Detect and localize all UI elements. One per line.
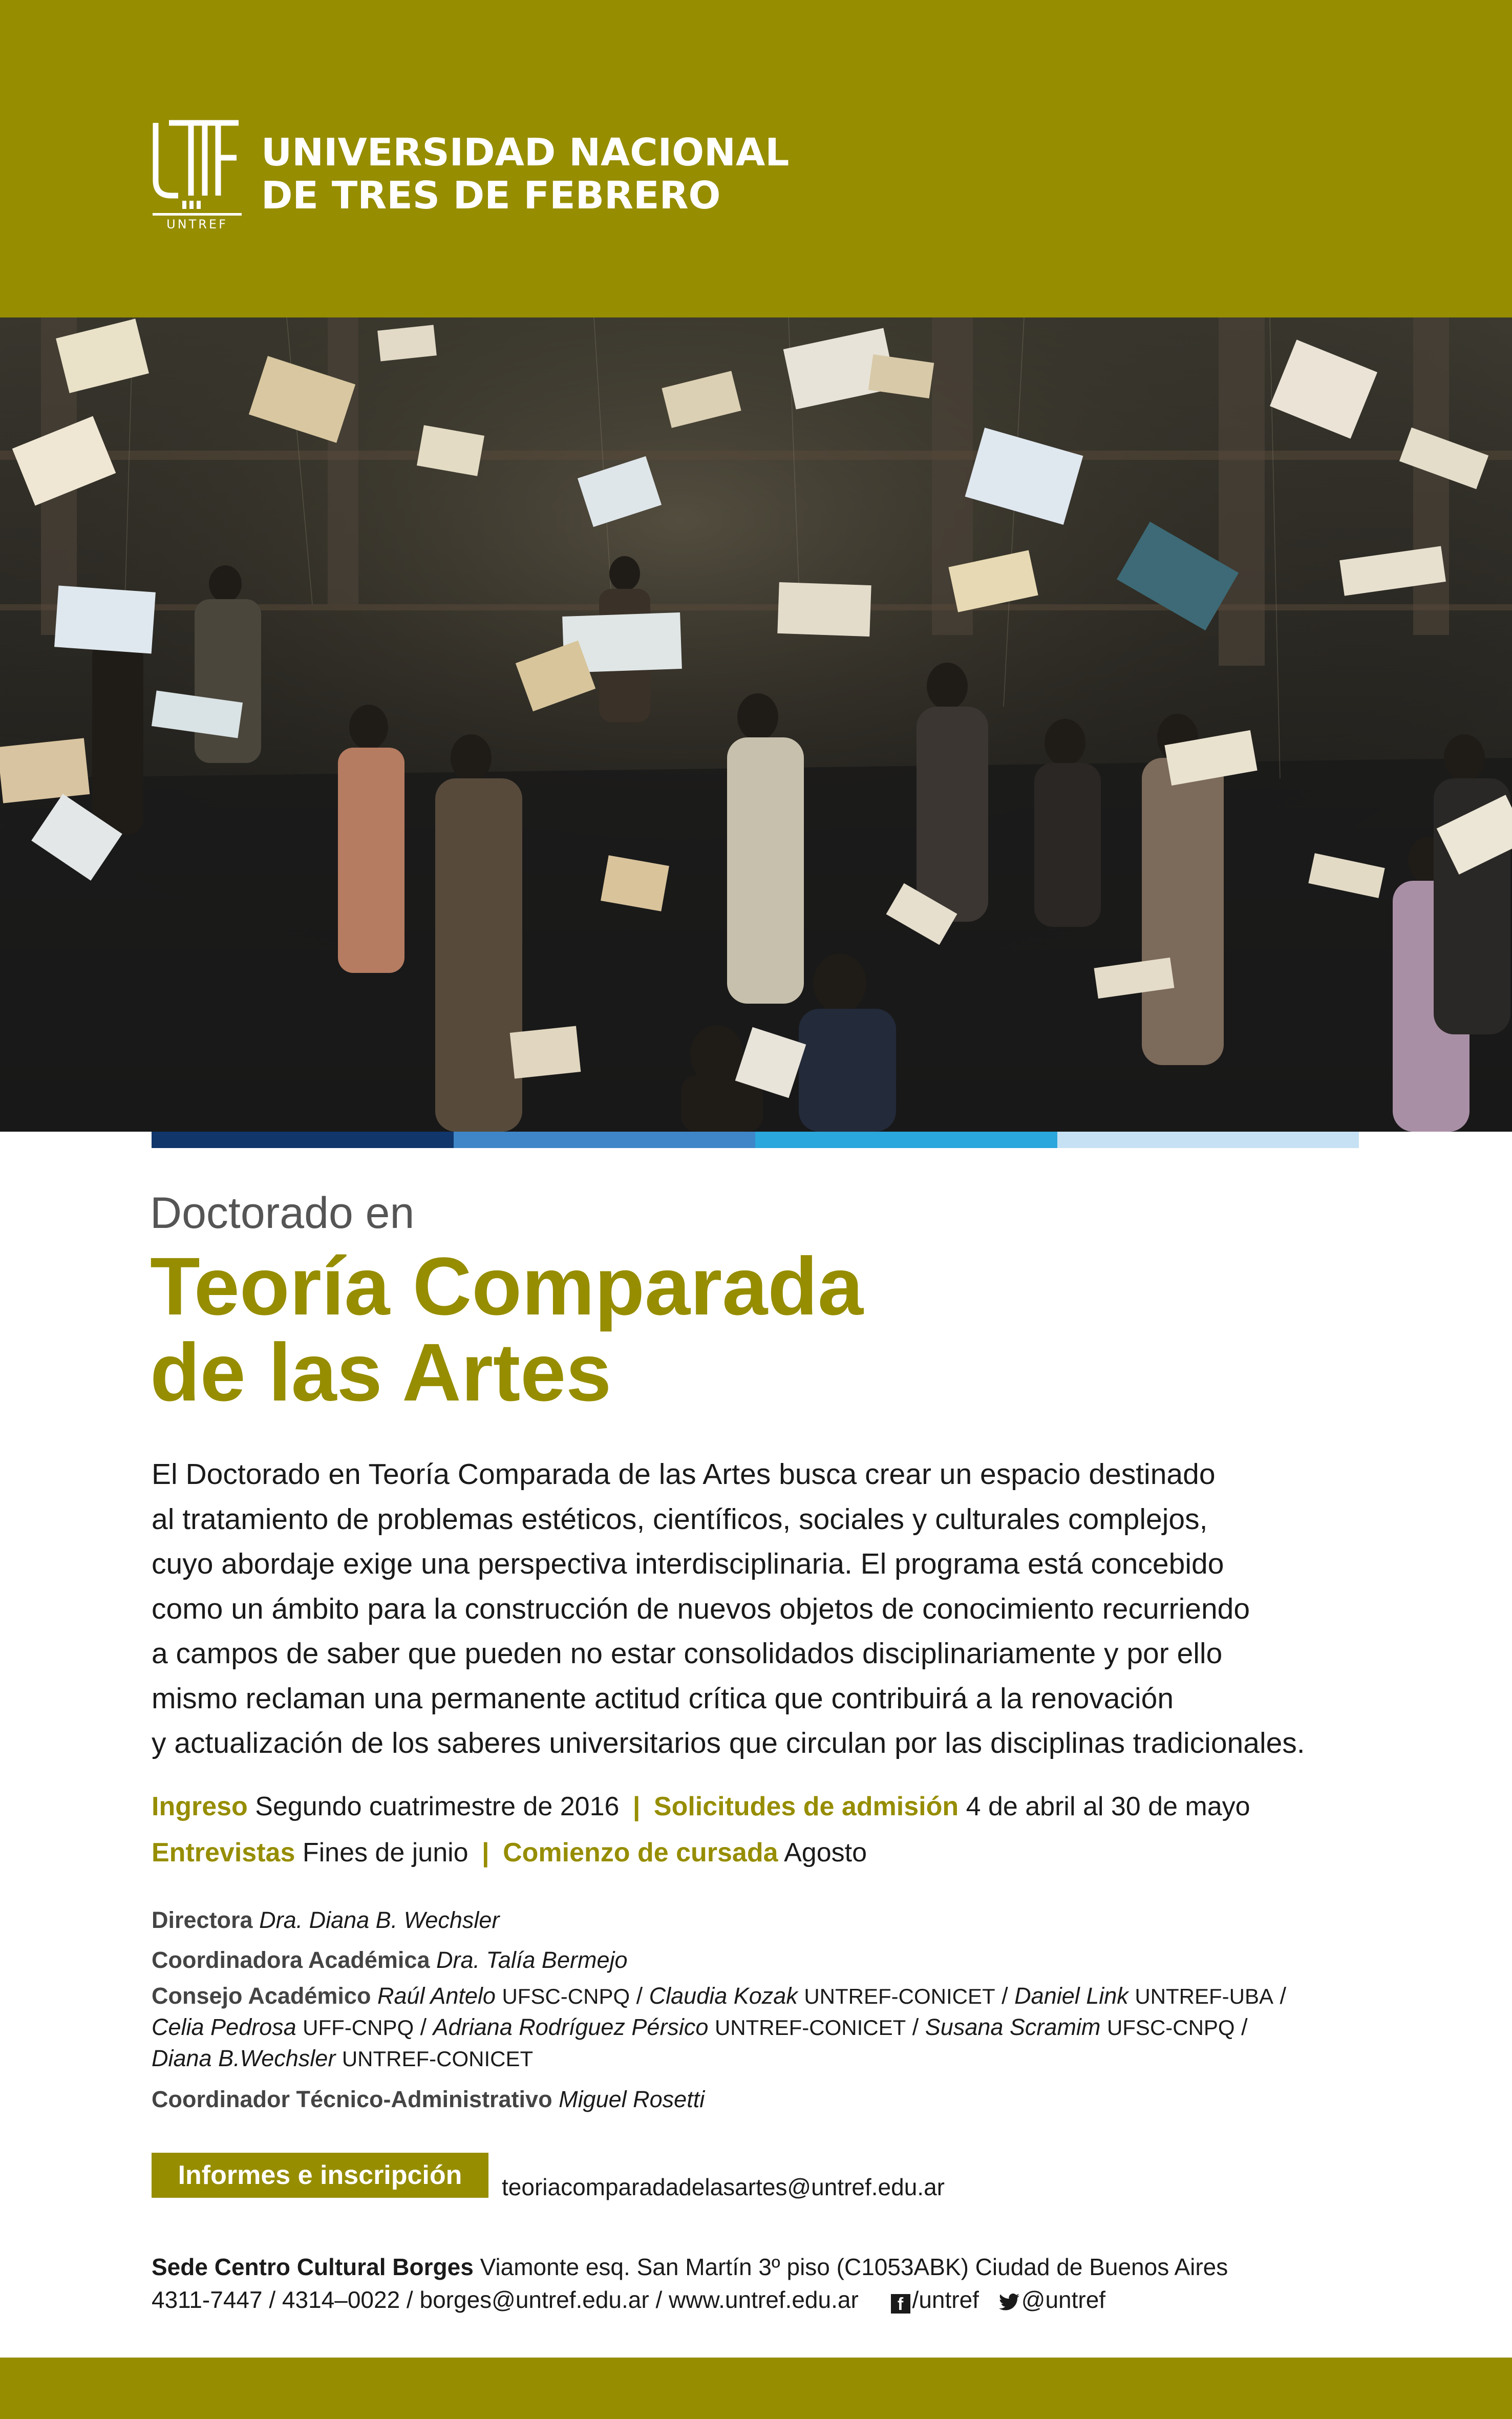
color-strip — [152, 1132, 1359, 1148]
ingreso-value: Segundo cuatrimestre de 2016 — [255, 1792, 620, 1821]
solicitudes-label: Solicitudes de admisión — [653, 1792, 959, 1821]
consejo-member-name: Celia Pedrosa — [152, 2014, 296, 2040]
twitter-handle[interactable]: @untref — [1021, 2286, 1106, 2313]
consejo-label: Consejo Académico — [152, 1983, 371, 2009]
intro-paragraph — [152, 1452, 1370, 1766]
coordinadora-line — [152, 1945, 628, 1976]
untref-logo-icon — [152, 119, 243, 232]
hero-photo — [0, 317, 1512, 1132]
strip-segment-navy — [152, 1132, 454, 1148]
contact-info[interactable]: 4311-7447 / 4314–0022 / borges@untref.edu.ar / www.untref.edu.ar — [152, 2286, 859, 2313]
consejo-block — [152, 1981, 1286, 2074]
intro-line: a campos de saber que pueden no estar consolidados disciplinariamente y por ello — [152, 1637, 1223, 1670]
contact-line — [152, 2286, 1105, 2314]
strip-segment-blue — [454, 1132, 756, 1148]
directora-line — [152, 1905, 499, 1936]
separator: | — [482, 1838, 489, 1868]
comienzo-label: Comienzo de cursada — [503, 1838, 778, 1868]
consejo-member-affiliation: UFSC-CNPQ — [1106, 2015, 1235, 2040]
ingreso-label: Ingreso — [152, 1792, 248, 1821]
consejo-member-affiliation: UNTREF-UBA — [1135, 1984, 1273, 2008]
comienzo-value: Agosto — [784, 1838, 867, 1868]
facts-row-1 — [152, 1791, 1250, 1822]
university-name-line2: DE TRES DE FEBRERO — [261, 174, 721, 218]
tecnico-name: Miguel Rosetti — [559, 2086, 705, 2112]
university-name — [261, 131, 789, 217]
university-name-line1: UNIVERSIDAD NACIONAL — [261, 131, 790, 175]
consejo-member-name: Diana B.Wechsler — [152, 2045, 336, 2071]
tecnico-label: Coordinador Técnico-Administrativo — [152, 2086, 552, 2112]
intro-line: cuyo abordaje exige una perspectiva interdisciplinaria. El programa está concebido — [152, 1547, 1224, 1580]
consejo-member-affiliation: UFF-CNPQ — [303, 2015, 414, 2040]
informes-button[interactable]: Informes e inscripción — [152, 2153, 488, 2198]
coordinadora-name: Dra. Talía Bermejo — [436, 1947, 628, 1973]
tecnico-line — [152, 2084, 705, 2115]
intro-line: El Doctorado en Teoría Comparada de las Artes busca crear un espacio destinado — [152, 1458, 1216, 1491]
coordinadora-label: Coordinadora Académica — [152, 1947, 430, 1973]
intro-line: mismo reclaman una permanente actitud crítica que contribuirá a la renovación — [152, 1682, 1174, 1715]
consejo-member-name: Claudia Kozak — [649, 1983, 798, 2009]
entrevistas-label: Entrevistas — [152, 1838, 295, 1868]
intro-line: y actualización de los saberes universitarios que circulan por las disciplinas tradicionales. — [152, 1727, 1305, 1759]
consejo-member-name: Adriana Rodríguez Pérsico — [433, 2014, 709, 2040]
consejo-member-name: Daniel Link — [1014, 1983, 1128, 2009]
sede-label: Sede Centro Cultural Borges — [152, 2254, 474, 2280]
facebook-handle[interactable]: /untref — [912, 2286, 979, 2313]
svg-text:UNTREF: UNTREF — [166, 217, 228, 231]
program-title — [150, 1240, 863, 1418]
strip-segment-cyan — [755, 1132, 1057, 1148]
consejo-line-2: Celia Pedrosa UFF-CNPQ / Adriana Rodríguez Pérsico UNTREF-CONICET / Susana Scramim UFSC-CNPQ / — [152, 2014, 1248, 2040]
consejo-member-affiliation: UNTREF-CONICET — [714, 2015, 906, 2040]
contact-email-link[interactable]: teoriacomparadadelasartes@untref.edu.ar — [502, 2174, 945, 2200]
program-title-line2: de las Artes — [150, 1326, 612, 1418]
strip-segment-lightblue — [1057, 1132, 1359, 1148]
separator: | — [632, 1792, 641, 1821]
solicitudes-value: 4 de abril al 30 de mayo — [966, 1792, 1250, 1821]
consejo-member-affiliation: UFSC-CNPQ — [502, 1984, 630, 2008]
facts-row-2 — [152, 1837, 867, 1868]
twitter-icon[interactable] — [999, 2294, 1019, 2311]
facebook-icon[interactable]: f — [891, 2294, 910, 2314]
consejo-member-affiliation: UNTREF-CONICET — [804, 1984, 995, 2008]
intro-line: al tratamiento de problemas estéticos, científicos, sociales y culturales complejos, — [152, 1502, 1208, 1536]
consejo-line-3 — [152, 2043, 1286, 2074]
social-links — [891, 2286, 1106, 2313]
sede-line — [152, 2253, 1228, 2281]
bottom-band — [0, 2358, 1512, 2419]
consejo-member-name: Raúl Antelo — [377, 1983, 496, 2009]
intro-line: como un ámbito para la construcción de nuevos objetos de conocimiento recurriendo — [152, 1592, 1250, 1625]
header-band — [0, 0, 1512, 317]
sede-address: Viamonte esq. San Martín 3º piso (C1053ABK) Ciudad de Buenos Aires — [480, 2254, 1228, 2280]
program-title-line1: Teoría Comparada — [150, 1240, 863, 1332]
directora-label: Directora — [152, 1907, 253, 1933]
consejo-line-1: Consejo Académico Raúl Antelo UFSC-CNPQ / Claudia Kozak UNTREF-CONICET / Daniel Link UNTREF-UBA / — [152, 1983, 1287, 2009]
consejo-member-name: Susana Scramim — [925, 2014, 1101, 2040]
pretitle: Doctorado en — [150, 1189, 415, 1238]
consejo-member-affiliation: UNTREF-CONICET — [342, 2047, 534, 2071]
entrevistas-value: Fines de junio — [302, 1838, 468, 1868]
directora-name: Dra. Diana B. Wechsler — [259, 1907, 500, 1933]
